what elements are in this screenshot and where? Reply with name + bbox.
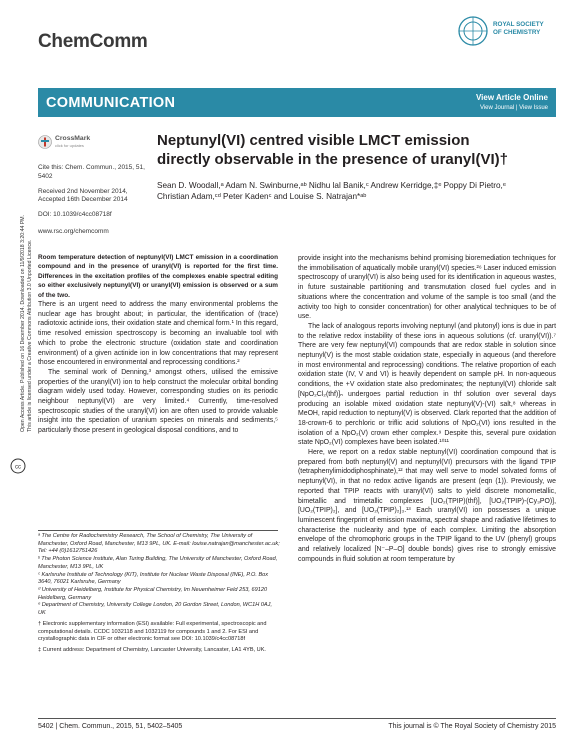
citation: Cite this: Chem. Commun., 2015, 51, 5402 (38, 164, 145, 180)
journal-name[interactable]: ChemComm (38, 31, 148, 52)
creative-commons-icon (10, 458, 26, 474)
article-type: COMMUNICATION (46, 95, 176, 111)
footnotes (38, 621, 280, 655)
article-type-band (38, 88, 556, 117)
footer-copyright: This journal is © The Royal Society of Chemistry 2015 (388, 723, 556, 730)
article-title: Neptunyl(VI) centred visible LMCT emission directly observable in the presence of uranyl(VI)† (157, 132, 508, 168)
crossmark-label: CrossMark (55, 135, 91, 142)
affiliation: ᵉ Department of Chemistry, University College London, 20 Gordon Street, London, WC1H 0AJ, UK (38, 602, 273, 617)
body-left-column (38, 300, 278, 436)
doi[interactable]: DOI: 10.1039/c4cc08718f (38, 211, 112, 218)
paragraph: The seminal work of Denning,³ amongst others, utilised the emissive properties of the uranyl(VI) ion to help construct the molecular orbital bonding diagram widely used today. However, corresponding studies on its periodic neighbour neptunyl(VI) are very limited.⁴ Currently, time-resolved spectroscopic studies of the uranyl(VI) ion are often used to provide valuable insight into the speciation of uranium species on minerals and sediments,⁵ particularly those present in geological disposal conditions, and to (38, 368, 278, 435)
footnote-divider (38, 530, 278, 531)
affiliation: ᵈ University of Heidelberg, Institute for Physical Chemistry, Im Neuenheimer Feld 253, 69120 Heidelberg, Germany (38, 586, 268, 601)
crossmark-button[interactable] (38, 134, 102, 150)
affiliation: ᵇ The Photon Science Institute, Alan Turing Building, The University of Manchester, Oxford Road, Manchester, M13 9PL, UK (38, 556, 278, 570)
crossmark-icon (38, 135, 52, 149)
author-list: Sean D. Woodall,ᵃ Adam N. Swinburne,ᵃᵇ Nidhu lal Banik,ᶜ Andrew Kerridge,‡ᵉ Poppy Di Pietro,ᵉ Christian Adam,ᶜᵈ Peter Kadenᶜ and Louise S. Natrajan*ᵃᵇ (157, 181, 506, 201)
body-right-column (298, 254, 556, 565)
crossmark-sublabel: click for updates (55, 143, 84, 148)
footer-divider (38, 718, 556, 719)
sidebar-line-2: This article is licensed under a Creative Commons Attribution 3.0 Unported Licence. (27, 239, 33, 432)
rsc-crest-icon (456, 13, 490, 53)
abstract: Room temperature detection of neptunyl(VI) LMCT emission in a coordination compound and in the presence of uranyl(VI) is reported for the first time. Differences in the excitation profiles of the complexes enable spectral editing so either exclusively neptunyl(VI) or uranyl(VI) emission is observed or a sum of the two. (38, 254, 278, 299)
affiliation: ᵃ The Centre for Radiochemistry Research, The School of Chemistry, The University of Manchester, Oxford Road, Manchester, M13 9PL, UK. E-mail: louise.natrajan@manchester.ac.uk; Tel: +44 (0)1612751426 (38, 533, 280, 555)
footnote-esi: † Electronic supplementary information (ESI) available: Full experimental, spectroscopic and computational details. CCDC 1032118 and 1032119 for compounds 1 and 2. For ESI and crystallographic data in CIF or other electronic format see DOI: 10.1039/c4cc08718f (38, 621, 267, 643)
paragraph: The lack of analogous reports involving neptunyl (and plutonyl) ions is due in part to the relative redox instability of these ions in aqueous solutions (cf. uranyl(VI)).⁷ There are very few neptunyl(VI) compounds that are redox stable in solution since neptunyl(V) is the most stable oxidation state, especially in aqueous (and therefore in most environmental and reprocessing) conditions. The relative proportion of each oxidation state (IV, V and VI) is heavily dependent on sample pH. In non-aqueous conditions, the +V oxidation state also predominates; the neptunyl(VI) chloride salt [NpO₂Cl₂(thf)]ₙ undergoes partial reduction in thf solution over several days producing an isolable mixed oxidation state neptunyl(V)-(VI) salt,⁸ whereas in MeOH, rapid reduction to neptunyl(V) is observed. Clark reported that the addition of 18-crown-6 to perchloric or triflic acid solutions of NpO₂(VI) ions resulted in the isolation of a NpO₂(V) crown ether complex.⁹ Despite this, several pure oxidation state NpO₂(VI) complexes have been isolated.¹⁰¹¹ (298, 322, 556, 447)
accepted-date: Accepted 16th December 2014 (38, 196, 128, 203)
journal-url[interactable]: www.rsc.org/chemcomm (38, 228, 109, 235)
paragraph: provide insight into the mechanisms behind promising bioremediation techniques for the immobilisation of aquatically mobile uranyl(VI) species.²⁶ Laser induced emission spectroscopy of uranyl(VI) is also being used for its identification in aqueous wastes, in future sustainable partitioning and transmutation closed fuel cycles and in situations where the concentration and volume of the sample is too small (and the activity too high to consider concentration) for other analytical techniques to be of use. (298, 255, 556, 321)
paragraph: There is an urgent need to address the many environmental problems the nuclear age has brought about; in particular, the identification of (trace) radiotoxic actinide ions, their oxidation state and chemical form.¹ In this regard, time resolved emission spectroscopy is becoming an invaluable tool with which to probe the electronic structure (oxidation state and coordination environment) of a given actinide ion in low concentrations that may represent those encountered in environmental and reprocessing conditions.² (38, 301, 278, 367)
view-article-online-link[interactable]: View Article Online (475, 93, 548, 102)
rsc-logo[interactable] (456, 13, 560, 55)
received-date: Received 2nd November 2014, (38, 188, 128, 195)
affiliation: ᶜ Karlsruhe Institute of Technology (KIT), Institute for Nuclear Waste Disposal (INE), P.O. Box 3640, 76021 Karlsruhe, Germany (38, 571, 269, 586)
publisher-line-1: ROYAL SOCIETY (493, 21, 544, 28)
svg-text:cc: cc (15, 464, 21, 471)
open-access-sidebar (20, 202, 34, 432)
paragraph: Here, we report on a redox stable neptunyl(VI) coordination compound that is prepared from both neptunyl(V) and neptunyl(VI) precursors with the ligand TPIP (tetraphenylimidodiphosphinate),¹² that may well serve to model solvated forms of neptunyl(VI), in that no redox active ligands are present (eqn (1)). Previously, we reported that TPIP reacts with uranyl(VI) salts to yield discrete monometallic, bimetallic and trimetallic complexes [UO₂(TPIP)(thf)], [UO₂(TPIP)-(Cy₃PO)], [UO₂(TPIP)₂], and [UO₂(TPIP)₂]₃.¹³ Each uranyl(VI) ion possesses a unique luminescent fingerprint of emission maxima, spectral shape and radiative lifetimes to characterise the nuclearity and type of each complex. Limiting the absorption envelope of the chromophoric groups in the TPIP ligand to the UV (phenyl) groups and relatively localized [N⁻–P–O] double bonds) gives rise to strongly emissive compounds in fluid solution at room temperature by (298, 449, 556, 563)
view-journal-issue-links[interactable]: View Journal | View Issue (479, 105, 548, 111)
publisher-line-2: OF CHEMISTRY (493, 29, 541, 36)
footnote-address: ‡ Current address: Department of Chemistry, Lancaster University, Lancaster, LA1 4YB, UK. (38, 647, 266, 654)
sidebar-line-1: Open Access Article. Published on 16 December 2014. Downloaded on 11/9/2018 3:20:44 PM. (20, 214, 26, 432)
footer-citation: 5402 | Chem. Commun., 2015, 51, 5402–5405 (38, 723, 183, 730)
affiliations (38, 533, 280, 618)
